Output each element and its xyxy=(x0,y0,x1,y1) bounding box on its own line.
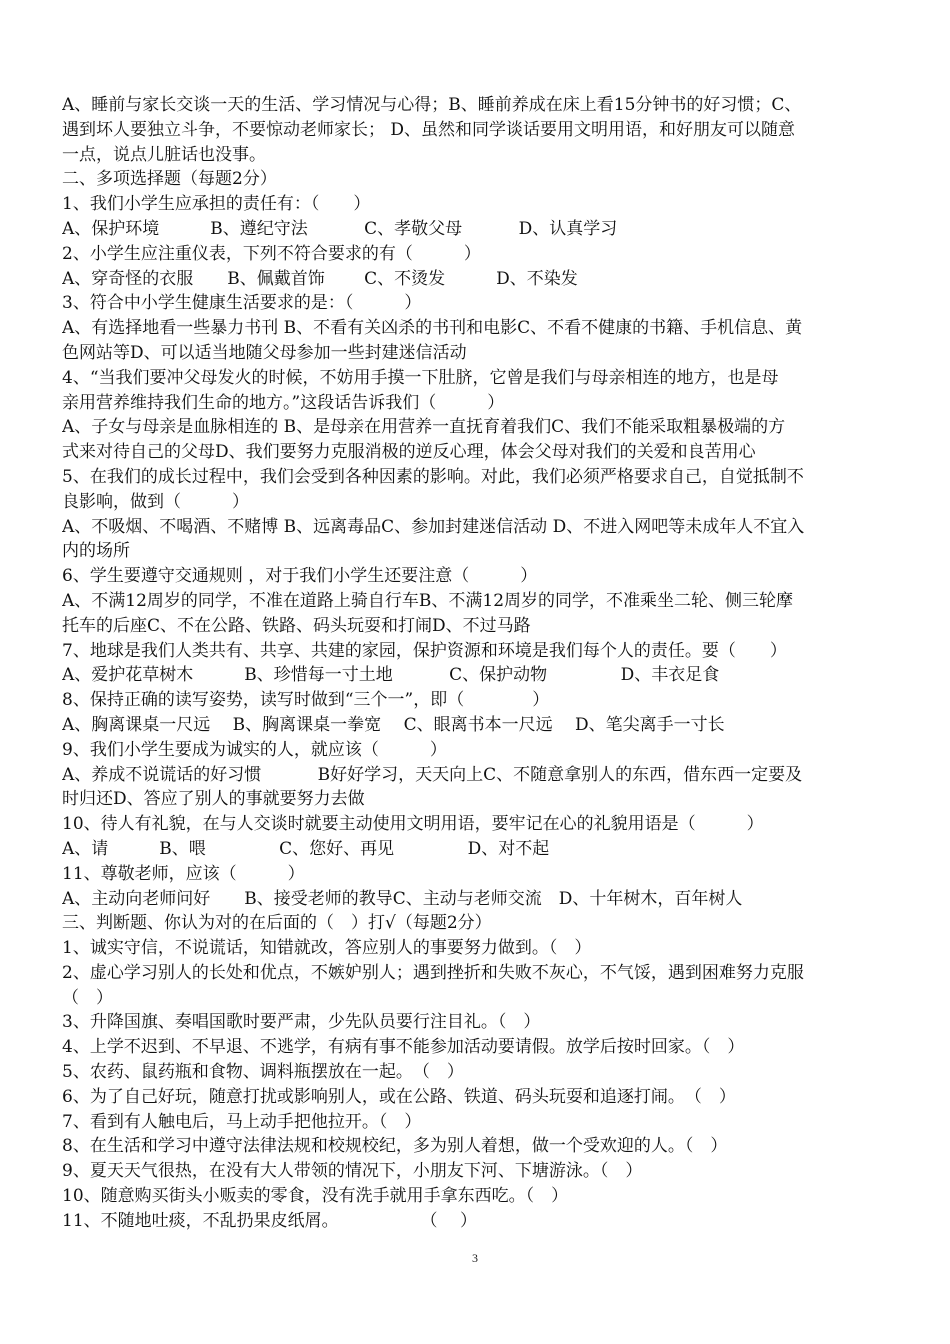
question: 9、我们小学生要成为诚实的人，就应该（ ） xyxy=(62,739,447,760)
question: 亲用营养维持我们生命的地方。”这段话告诉我们（ ） xyxy=(62,392,505,413)
section-heading: 三、判断题、你认为对的在后面的（ ）打√（每题2分） xyxy=(62,913,492,934)
judgment-item: 8、在生活和学习中遵守法律法规和校规校纪，多为别人着想，做一个受欢迎的人。（ ） xyxy=(62,1136,728,1157)
answer-options: 色网站等D、可以适当地随父母参加一些封建迷信活动 xyxy=(62,342,467,363)
question: 7、地球是我们人类共有、共享、共建的家园，保护资源和环境是我们每个人的责任。要（ ） xyxy=(62,640,787,661)
judgment-item: 5、农药、鼠药瓶和食物、调料瓶摆放在一起。 （ ） xyxy=(62,1062,464,1083)
question: 6、学生要遵守交通规则 ，对于我们小学生还要注意（ ） xyxy=(62,566,538,587)
answer-options: 托车的后座C、不在公路、铁路、码头玩耍和打闹D、不过马路 xyxy=(62,615,531,636)
question: 2、小学生应注重仪表，下列不符合要求的有（ ） xyxy=(62,243,481,264)
section-heading: 二、多项选择题（每题2分） xyxy=(62,169,277,190)
judgment-item: 7、看到有人触电后，马上动手把他拉开。（ ） xyxy=(62,1111,422,1132)
answer-options: A、有选择地看一些暴力书刊 B、不看有关凶杀的书刊和电影C、不看不健康的书籍、手机信息、黄 xyxy=(62,318,803,339)
answer-options: 内的场所 xyxy=(62,541,130,562)
judgment-item: 4、上学不迟到、不早退、不逃学，有病有事不能参加活动要请假。放学后按时回家。（ ） xyxy=(62,1037,745,1058)
text-line: A、睡前与家长交谈一天的生活、学习情况与心得；B、睡前养成在床上看15分钟书的好习惯；C、 xyxy=(62,95,802,115)
question: 8、保持正确的读写姿势，读写时做到“三个一”，即（ ） xyxy=(62,690,550,711)
judgment-item: 6、为了自己好玩，随意打扰或影响别人，或在公路、铁道、码头玩耍和追逐打闹。 （ ） xyxy=(62,1086,736,1107)
answer-options: A、保护环境 B、遵纪守法 C、孝敬父母 D、认真学习 xyxy=(62,218,618,239)
answer-options: A、主动向老师问好 B、接受老师的教导C、主动与老师交流 D、十年树木，百年树人 xyxy=(62,888,743,909)
judgment-item: （ ） xyxy=(62,987,113,1008)
judgment-item: 10、随意购买街头小贩卖的零食，没有洗手就用手拿东西吃。（ ） xyxy=(62,1186,569,1207)
answer-options: A、不吸烟、不喝酒、不赌博 B、远离毒品C、参加封建迷信活动 D、不进入网吧等未成年人不宜入 xyxy=(62,516,805,537)
judgment-item: 3、升降国旗、奏唱国歌时要严肃，少先队员要行注目礼。（ ） xyxy=(62,1012,541,1033)
question: 3、符合中小学生健康生活要求的是：（ ） xyxy=(62,293,422,314)
answer-options: A、请 B、喂 C、您好、再见 D、对不起 xyxy=(62,838,550,859)
answer-options: A、不满12周岁的同学，不准在道路上骑自行车B、不满12周岁的同学，不准乘坐二轮、侧三轮摩 xyxy=(62,590,794,611)
document-body xyxy=(62,93,862,1234)
question: 5、在我们的成长过程中，我们会受到各种因素的影响。对此，我们必须严格要求自己，自觉抵制不 xyxy=(62,466,804,487)
answer-options: A、爱护花草树木 B、珍惜每一寸土地 C、保护动物 D、丰衣足食 xyxy=(62,665,720,686)
question: 良影响，做到（ ） xyxy=(62,491,249,512)
answer-options: A、子女与母亲是血脉相连的 B、是母亲在用营养一直抚育着我们C、我们不能采取粗暴极端的方 xyxy=(62,417,786,438)
judgment-item: 2、虚心学习别人的长处和优点，不嫉妒别人；遇到挫折和失败不灰心，不气馁，遇到困难努力克服 xyxy=(62,962,804,983)
question: 4、“当我们要冲父母发火的时候，不妨用手摸一下肚脐，它曾是我们与母亲相连的地方，也是母 xyxy=(62,367,779,388)
answer-options: 式来对待自己的父母D、我们要努力克服消极的逆反心理，体会父母对我们的关爱和良苦用心 xyxy=(62,442,756,463)
question: 11、尊敬老师，应该（ ） xyxy=(62,863,305,884)
answer-options: 时归还D、答应了别人的事就要努力去做 xyxy=(62,789,365,810)
answer-options: A、养成不说谎话的好习惯 B好好学习，天天向上C、不随意拿别人的东西，借东西一定要及 xyxy=(62,764,803,785)
answer-options: A、胸离课桌一尺远 B、胸离课桌一拳宽 C、眼离书本一尺远 D、笔尖离手一寸长 xyxy=(62,714,725,735)
judgment-item: 1、诚实守信，不说谎话，知错就改，答应别人的事要努力做到。（ ） xyxy=(62,938,592,959)
text-line: 一点，说点儿脏话也没事。 xyxy=(62,144,266,165)
answer-options: A、穿奇怪的衣服 B、佩戴首饰 C、不烫发 D、不染发 xyxy=(62,268,578,289)
judgment-item: 9、夏天天气很热，在没有大人带领的情况下，小朋友下河、下塘游泳。（ ） xyxy=(62,1161,643,1182)
text-line: 遇到坏人要独立斗争，不要惊动老师家长； D、虽然和同学谈话要用文明用语，和好朋友可以随意 xyxy=(62,119,796,140)
question: 1、我们小学生应承担的责任有：（ ） xyxy=(62,194,371,215)
page-number: 3 xyxy=(472,1251,478,1265)
judgment-item: 11、不随地吐痰，不乱扔果皮纸屑。 （ ） xyxy=(62,1210,477,1231)
question: 10、待人有礼貌，在与人交谈时就要主动使用文明用语，要牢记在心的礼貌用语是（ ） xyxy=(62,814,764,835)
